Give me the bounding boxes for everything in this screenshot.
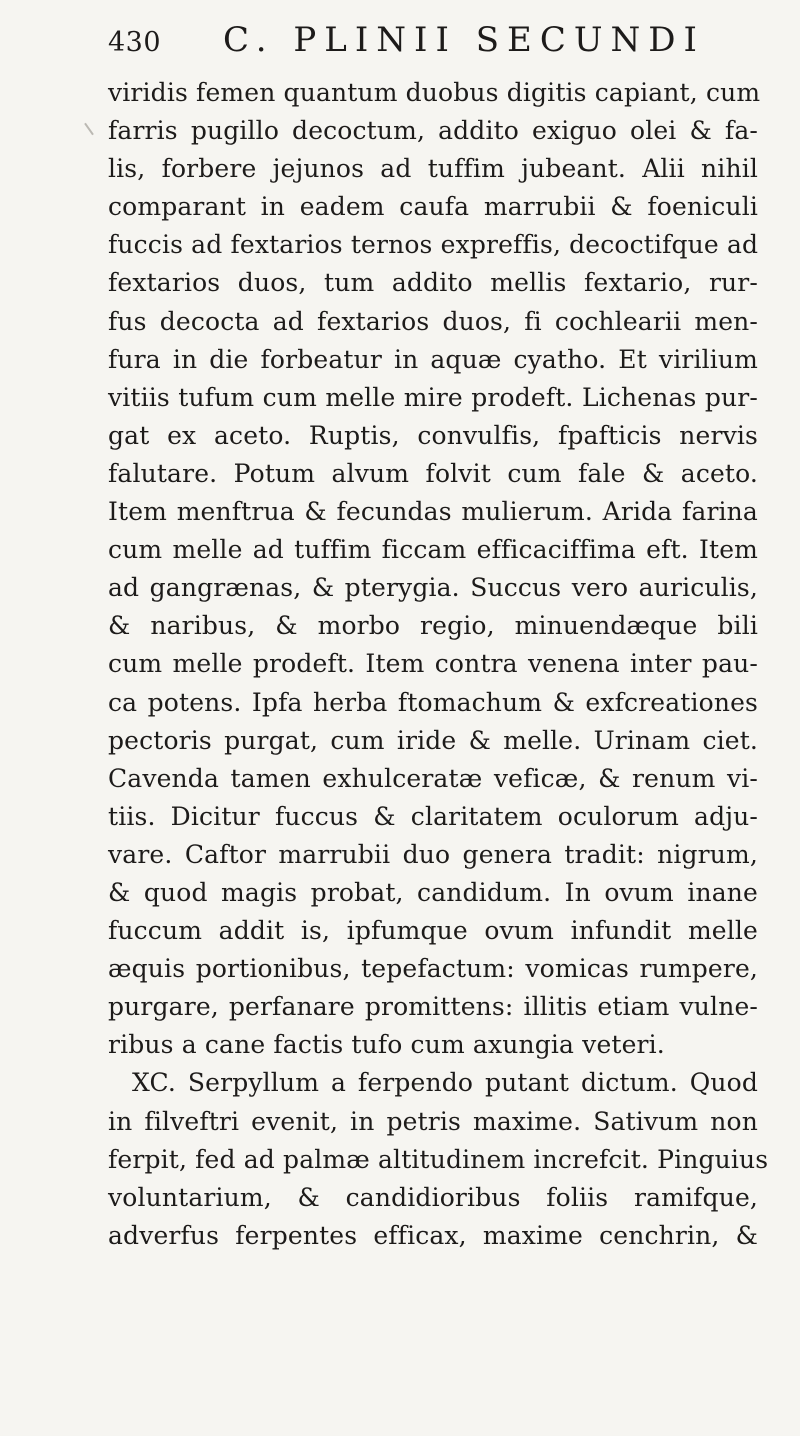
- text-line: vitiis tufum cum melle mire prodeft. Lichenas pur-: [108, 382, 758, 412]
- text-line: voluntarium, & candidioribus foliis ramifque,: [108, 1182, 758, 1212]
- text-line: ad gangrænas, & pterygia. Succus vero auriculis,: [108, 573, 758, 603]
- running-head-title: C. PLINII SECUNDI: [223, 20, 705, 60]
- text-line: comparant in eadem caufa marrubii & foeniculi: [108, 192, 758, 222]
- text-line: ferpit, fed ad palmæ altitudinem increfcit. Pinguius: [108, 1144, 769, 1174]
- text-line: pectoris purgat, cum iride & melle. Urinam ciet.: [108, 725, 758, 755]
- text-line: fus decocta ad fextarios duos, fi cochlearii men-: [108, 306, 758, 336]
- body-text: [108, 74, 769, 1255]
- text-line: & quod magis probat, candidum. In ovum inane: [108, 877, 758, 907]
- margin-mark: [84, 123, 94, 136]
- text-line: fuccis ad fextarios ternos expreffis, decoctifque ad: [108, 230, 759, 260]
- text-line: adverfus ferpentes efficax, maxime cenchrin, &: [108, 1220, 758, 1250]
- text-line: tiis. Dicitur fuccus & claritatem oculorum adju-: [108, 801, 758, 831]
- text-line: ribus a cane factis tufo cum axungia veteri.: [108, 1030, 665, 1060]
- text-line: in filveftri evenit, in petris maxime. Sativum non: [108, 1106, 758, 1136]
- page-number: 430: [108, 27, 162, 58]
- text-line: viridis femen quantum duobus digitis capiant, cum: [108, 78, 761, 107]
- text-line: fura in die forbeatur in aquæ cyatho. Et virilium: [108, 344, 758, 374]
- text-line: cum melle ad tuffim ficcam efficaciffima eft. Item: [108, 535, 758, 565]
- text-line: purgare, perfanare promittens: illitis etiam vulne-: [108, 992, 758, 1022]
- text-line: vare. Caftor marrubii duo genera tradit: nigrum,: [108, 839, 758, 869]
- text-line: æquis portionibus, tepefactum: vomicas rumpere,: [108, 954, 758, 984]
- text-line: gat ex aceto. Ruptis, convulfis, fpafticis nervis: [108, 420, 758, 450]
- text-line: ca potens. Ipfa herba ftomachum & exfcreationes: [108, 687, 758, 717]
- running-head: [108, 20, 708, 70]
- text-line: fuccum addit is, ipfumque ovum infundit melle: [108, 916, 758, 946]
- text-line: farris pugillo decoctum, addito exiguo olei & fa-: [108, 116, 758, 146]
- text-line: Item menftrua & fecundas mulierum. Arida farina: [108, 497, 758, 527]
- text-line: cum melle prodeft. Item contra venena inter pau-: [108, 649, 758, 679]
- text-line: lis, forbere jejunos ad tuffim jubeant. Alii nihil: [108, 154, 758, 184]
- text-line: Cavenda tamen exhulceratæ veficæ, & renum vi-: [108, 763, 758, 793]
- text-line: falutare. Potum alvum folvit cum fale & aceto.: [108, 458, 758, 488]
- text-line: fextarios duos, tum addito mellis fextario, rur-: [108, 268, 758, 298]
- section-heading-line: XC. Serpyllum a ferpendo putant dictum. Quod: [132, 1068, 758, 1098]
- text-line: & naribus, & morbo regio, minuendæque bili: [108, 611, 758, 641]
